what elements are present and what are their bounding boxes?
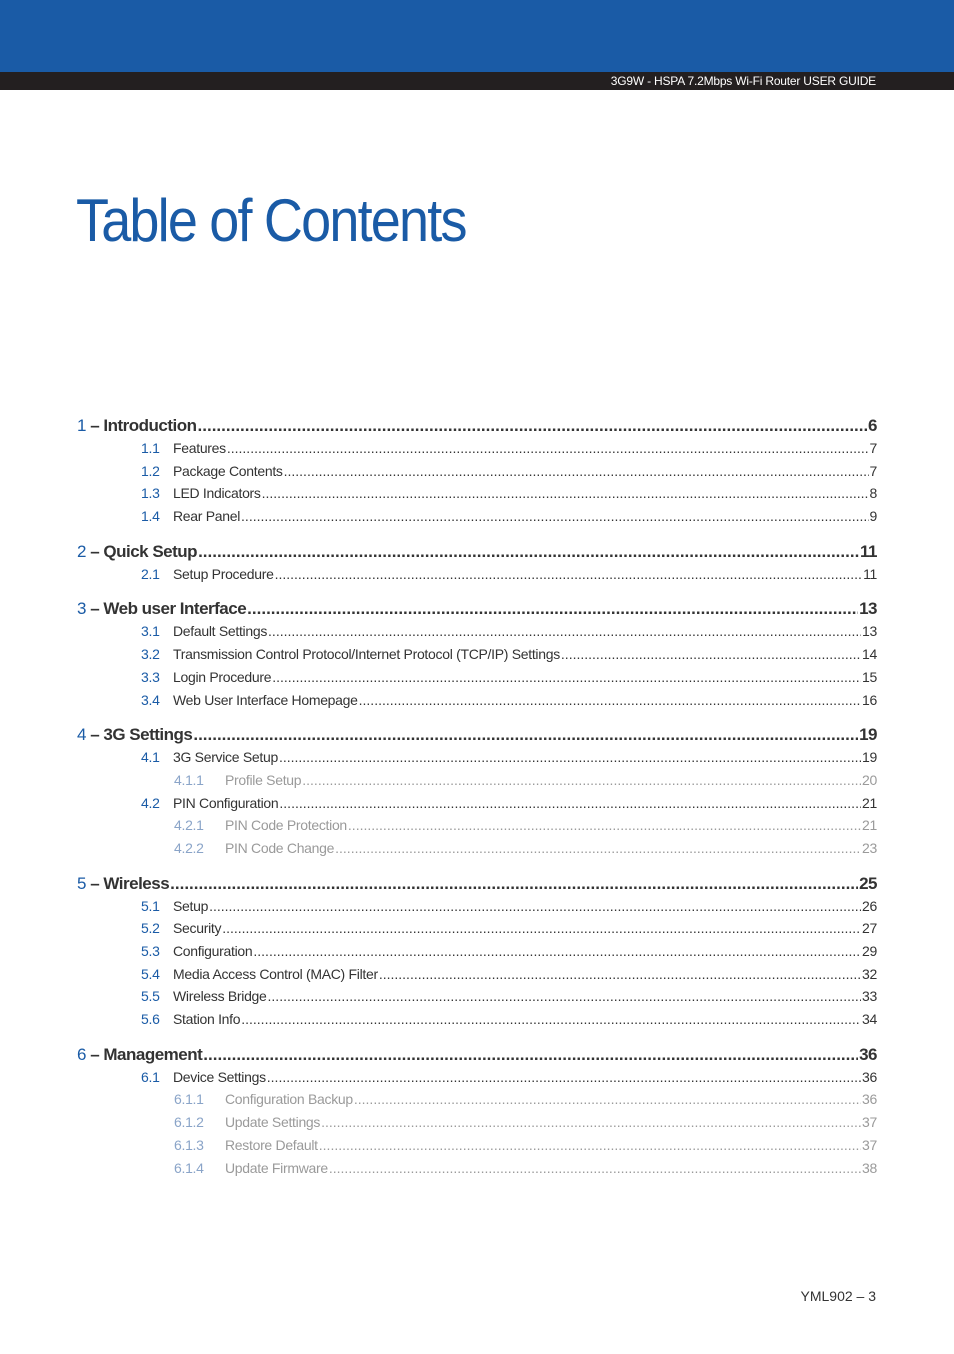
- guide-title: 3G9W - HSPA 7.2Mbps Wi-Fi Router USER GUIDE: [610, 74, 876, 88]
- toc-subsection-entry[interactable]: [77, 1137, 877, 1160]
- chapter-separator: –: [85, 725, 104, 745]
- chapter-title: Management: [103, 1044, 203, 1064]
- toc-section-entry[interactable]: [77, 440, 877, 463]
- dot-leader: [272, 669, 861, 685]
- chapter-title: Web user Interface: [103, 599, 247, 619]
- toc-section-entry[interactable]: [77, 623, 877, 646]
- entry-number: 4.1: [141, 749, 160, 766]
- entry-number: 6.1: [141, 1068, 160, 1085]
- toc-chapter-entry[interactable]: [77, 1045, 877, 1069]
- entry-number: 5.1: [141, 897, 160, 914]
- dot-leader: [302, 772, 861, 788]
- toc-section-entry[interactable]: [77, 566, 877, 589]
- chapter-page-number: 19: [859, 725, 877, 745]
- entry-page-number: 32: [862, 965, 877, 982]
- toc-section-entry[interactable]: [77, 988, 877, 1011]
- entry-page-number: 8: [869, 485, 877, 502]
- entry-title: Setup: [173, 897, 209, 914]
- entry-number: 6.1.4: [174, 1159, 204, 1176]
- entry-number: 6.1.2: [174, 1114, 204, 1131]
- dot-leader: [268, 988, 861, 1004]
- entry-title: Device Settings: [173, 1068, 266, 1085]
- entry-page-number: 38: [862, 1159, 877, 1176]
- entry-title: Station Info: [173, 1011, 241, 1028]
- entry-page-number: 36: [862, 1068, 877, 1085]
- toc-chapter-entry[interactable]: [77, 874, 877, 898]
- toc-section: [77, 542, 877, 589]
- entry-number: 3.2: [141, 646, 160, 663]
- page-footer: YML902 – 3: [800, 1288, 876, 1304]
- chapter-separator: –: [85, 873, 104, 893]
- entry-title: LED Indicators: [173, 485, 261, 502]
- dot-leader: [262, 485, 869, 501]
- entry-number: 5.3: [141, 943, 160, 959]
- entry-title: Security: [173, 920, 222, 937]
- toc-chapter-entry[interactable]: [77, 725, 877, 749]
- chapter-number: 3: [77, 599, 86, 619]
- entry-title: Restore Default: [225, 1136, 318, 1153]
- entry-page-number: 34: [862, 1011, 877, 1028]
- entry-title: Configuration: [173, 943, 253, 959]
- table-of-contents: [77, 416, 877, 1193]
- toc-section-entry[interactable]: [77, 669, 877, 692]
- dot-leader: [198, 416, 868, 436]
- dot-leader: [321, 1114, 861, 1130]
- toc-section-entry[interactable]: [77, 749, 877, 772]
- chapter-page-number: 13: [859, 599, 877, 619]
- dot-leader: [268, 623, 861, 639]
- entry-number: 3.4: [141, 691, 160, 708]
- entry-title: Media Access Control (MAC) Filter: [173, 965, 378, 982]
- entry-title: Login Procedure: [173, 668, 272, 685]
- toc-chapter-entry[interactable]: [77, 542, 877, 566]
- toc-subsection-entry[interactable]: [77, 817, 877, 840]
- dot-leader: [379, 966, 861, 982]
- dot-leader: [284, 463, 869, 479]
- dot-leader: [335, 840, 861, 856]
- entry-page-number: 16: [862, 691, 877, 708]
- entry-title: 3G Service Setup: [173, 749, 278, 766]
- toc-section-entry[interactable]: [77, 692, 877, 715]
- chapter-separator: –: [85, 416, 104, 435]
- toc-subsection-entry[interactable]: [77, 840, 877, 863]
- entry-number: 5.2: [141, 920, 160, 937]
- entry-title: Web User Interface Homepage: [173, 691, 358, 708]
- chapter-number: 4: [77, 725, 86, 745]
- dot-leader: [241, 508, 868, 524]
- entry-page-number: 14: [862, 646, 877, 663]
- dot-leader: [561, 646, 861, 662]
- entry-page-number: 29: [862, 943, 877, 959]
- entry-page-number: 33: [862, 988, 877, 1005]
- entry-title: Setup Procedure: [173, 565, 274, 582]
- entry-number: 1.3: [141, 485, 160, 502]
- entry-number: 4.2: [141, 794, 160, 811]
- entry-title: Configuration Backup: [225, 1091, 353, 1108]
- entry-page-number: 37: [862, 1136, 877, 1153]
- chapter-title: Wireless: [103, 873, 170, 893]
- dot-leader: [253, 943, 861, 959]
- entry-page-number: 7: [869, 440, 877, 456]
- chapter-number: 6: [77, 1044, 86, 1064]
- entry-page-number: 21: [862, 794, 877, 811]
- toc-section-entry[interactable]: [77, 508, 877, 531]
- chapter-page-number: 6: [868, 416, 877, 435]
- toc-section-entry[interactable]: [77, 795, 877, 818]
- toc-subsection-entry[interactable]: [77, 1091, 877, 1114]
- page-title: Table of Contents: [76, 187, 466, 254]
- dot-leader: [279, 749, 861, 765]
- dot-leader: [319, 1137, 861, 1153]
- entry-number: 3.1: [141, 623, 160, 640]
- dot-leader: [203, 1045, 858, 1065]
- entry-number: 4.1.1: [174, 771, 204, 788]
- toc-section-entry[interactable]: [77, 898, 877, 921]
- toc-section: [77, 874, 877, 1034]
- entry-page-number: 13: [862, 623, 877, 640]
- entry-title: Profile Setup: [225, 771, 302, 788]
- chapter-title: Introduction: [103, 416, 197, 435]
- dot-leader: [209, 898, 861, 914]
- entry-page-number: 20: [862, 771, 877, 788]
- entry-title: PIN Configuration: [173, 794, 279, 811]
- entry-number: 1.2: [141, 462, 160, 479]
- entry-number: 2.1: [141, 565, 160, 582]
- chapter-number: 2: [77, 541, 86, 561]
- dot-leader: [329, 1160, 861, 1176]
- toc-chapter-entry[interactable]: [77, 416, 877, 440]
- toc-subsection-entry[interactable]: [77, 772, 877, 795]
- entry-page-number: 27: [862, 920, 877, 937]
- toc-section: [77, 725, 877, 862]
- dot-leader: [222, 920, 861, 936]
- toc-section-entry[interactable]: [77, 1011, 877, 1034]
- entry-title: Update Settings: [225, 1114, 321, 1131]
- toc-chapter-entry[interactable]: [77, 599, 877, 623]
- dot-leader: [275, 566, 862, 582]
- header-band: [0, 0, 954, 72]
- toc-subsection-entry[interactable]: [77, 1160, 877, 1183]
- toc-section: [77, 416, 877, 531]
- dot-leader: [241, 1011, 861, 1027]
- entry-page-number: 7: [869, 462, 877, 479]
- toc-section-entry[interactable]: [77, 943, 877, 966]
- entry-number: 4.2.1: [174, 817, 204, 834]
- toc-section-entry[interactable]: [77, 485, 877, 508]
- dot-leader: [170, 874, 858, 894]
- entry-number: 5.4: [141, 965, 160, 982]
- dot-leader: [227, 440, 869, 456]
- entry-page-number: 26: [862, 897, 877, 914]
- chapter-title: Quick Setup: [103, 541, 198, 561]
- dot-leader: [198, 542, 859, 562]
- entry-title: Default Settings: [173, 623, 268, 640]
- dot-leader: [267, 1069, 861, 1085]
- dot-leader: [354, 1091, 861, 1107]
- chapter-title: 3G Settings: [103, 725, 193, 745]
- toc-section-entry[interactable]: [77, 1069, 877, 1092]
- toc-section-entry[interactable]: [77, 920, 877, 943]
- entry-number: 4.2.2: [174, 839, 204, 856]
- entry-title: Features: [173, 440, 226, 456]
- dot-leader: [279, 795, 861, 811]
- entry-title: Transmission Control Protocol/Internet Protocol (TCP/IP) Settings: [173, 646, 560, 663]
- entry-page-number: 37: [862, 1114, 877, 1131]
- entry-page-number: 15: [862, 668, 877, 685]
- entry-title: Package Contents: [173, 462, 283, 479]
- chapter-separator: –: [85, 1044, 104, 1064]
- entry-title: Wireless Bridge: [173, 988, 267, 1005]
- entry-title: Update Firmware: [225, 1159, 328, 1176]
- chapter-page-number: 36: [859, 1044, 877, 1064]
- toc-section: [77, 1045, 877, 1182]
- chapter-separator: –: [85, 541, 104, 561]
- entry-title: PIN Code Protection: [225, 817, 347, 834]
- entry-page-number: 36: [862, 1091, 877, 1108]
- toc-section-entry[interactable]: [77, 463, 877, 486]
- chapter-page-number: 25: [859, 873, 877, 893]
- entry-number: 5.6: [141, 1011, 160, 1028]
- entry-page-number: 23: [862, 839, 877, 856]
- toc-subsection-entry[interactable]: [77, 1114, 877, 1137]
- toc-section: [77, 599, 877, 714]
- entry-page-number: 21: [862, 817, 877, 834]
- entry-number: 6.1.1: [174, 1091, 204, 1108]
- chapter-number: 1: [77, 416, 86, 435]
- chapter-number: 5: [77, 873, 86, 893]
- toc-section-entry[interactable]: [77, 646, 877, 669]
- entry-page-number: 9: [869, 508, 877, 525]
- entry-page-number: 11: [863, 565, 877, 582]
- chapter-page-number: 11: [860, 541, 877, 561]
- dot-leader: [247, 599, 858, 619]
- entry-title: PIN Code Change: [225, 839, 335, 856]
- entry-number: 1.4: [141, 508, 160, 525]
- dot-leader: [193, 725, 858, 745]
- entry-page-number: 19: [862, 749, 877, 766]
- entry-title: Rear Panel: [173, 508, 241, 525]
- entry-number: 1.1: [141, 440, 160, 456]
- chapter-separator: –: [85, 599, 104, 619]
- dot-leader: [359, 692, 861, 708]
- dot-leader: [348, 817, 861, 833]
- entry-number: 3.3: [141, 668, 160, 685]
- entry-number: 6.1.3: [174, 1136, 204, 1153]
- entry-number: 5.5: [141, 988, 160, 1005]
- toc-section-entry[interactable]: [77, 966, 877, 989]
